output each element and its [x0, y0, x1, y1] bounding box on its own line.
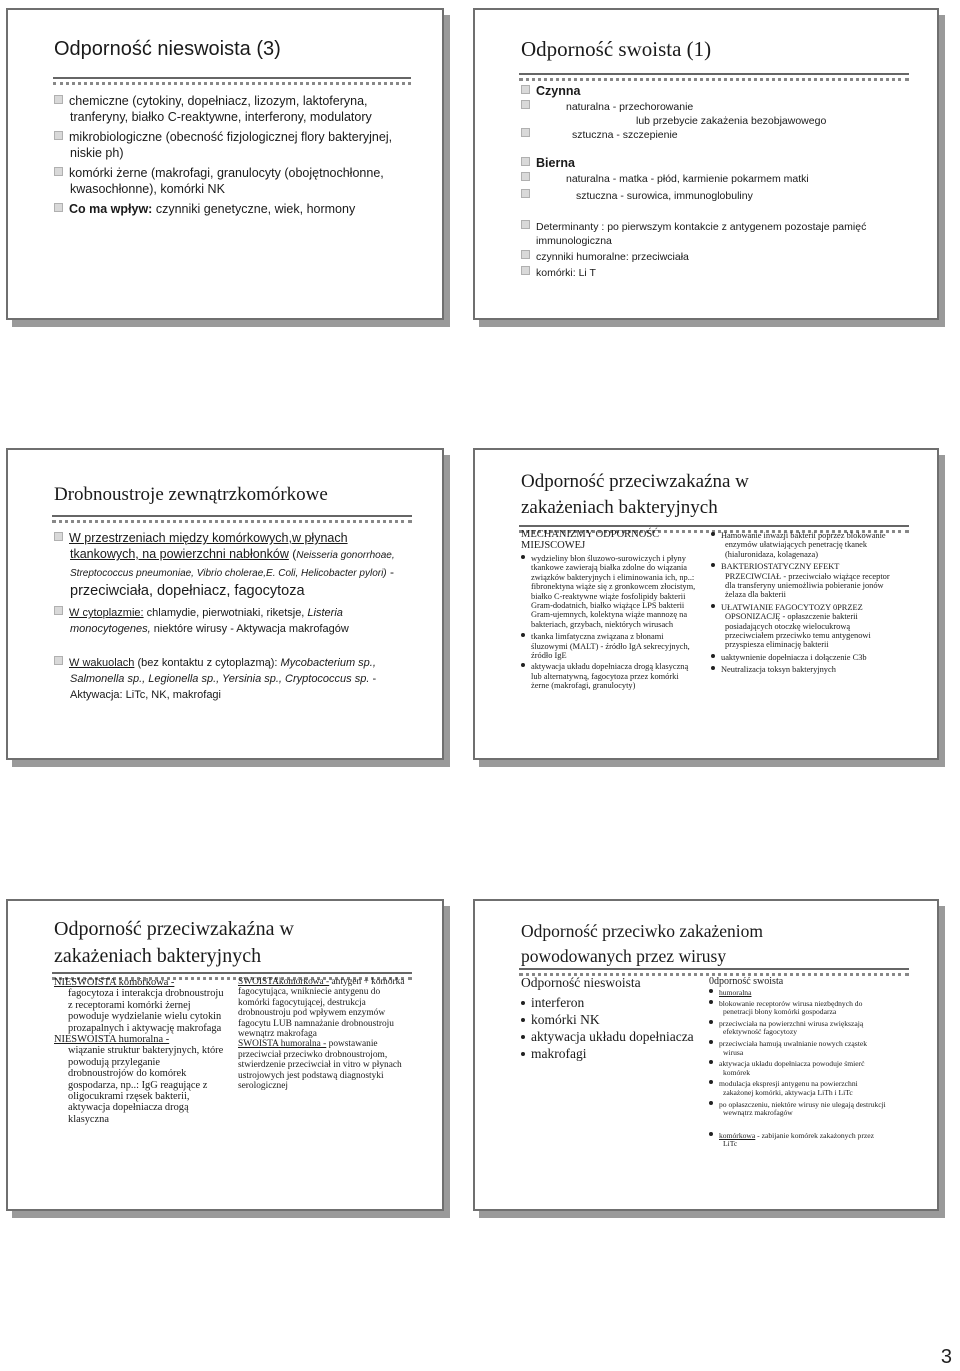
list-item: przeciwciała na powierzchni wirusa zwiększają efektywność fagocytozy [709, 1020, 889, 1037]
bullet-icon [709, 1000, 713, 1004]
title-rule [519, 525, 909, 527]
bullet-icon [709, 1040, 713, 1044]
bullet-icon [709, 1060, 713, 1064]
slide-title-line-2: zakażeniach bakteryjnych [54, 945, 262, 967]
right-column [711, 531, 891, 675]
slide-odpornosc-przeciwzakazna-1 [473, 448, 939, 760]
list-item: komórki żerne (makrofagi, granulocyty (obojętnochłonne, kwasochłonne), komórki NK [54, 165, 424, 197]
title-rule [53, 77, 411, 79]
list-item: tkanka limfatyczna związana z błonami śluzowymi (MALT) - źródło IgA sekrecyjnych, źródło IgE [521, 632, 696, 660]
list-item: Neutralizacja toksyn bakteryjnych [711, 665, 891, 674]
bullet-icon [521, 555, 525, 559]
square-bullet-icon [54, 656, 63, 665]
square-bullet-icon [521, 189, 530, 198]
slide-odpornosc-przeciwzakazna-2 [6, 899, 444, 1211]
nieswoista-humoralna-heading: NIESWOISTA humoralna - [54, 1034, 170, 1046]
czynna-item-cont: lub przebycie zakażenia bezobjawowego [636, 115, 827, 127]
bierna-heading: Bierna [536, 156, 575, 170]
list-item: BAKTERIOSTATYCZNY EFEKT PRZECIWCIAŁ - przeciwciało wiążące receptor dla transferyny uniemożliwia pobieranie jonów żelaza dla bakterii [711, 562, 891, 600]
square-bullet-icon [521, 100, 530, 109]
square-bullet-icon [521, 157, 530, 166]
column-heading: 0dporność swoista [709, 976, 784, 987]
bullet-icon [709, 1132, 713, 1136]
title-rule [52, 972, 412, 974]
slide-title-line-2: powodowanych przez wirusy [521, 946, 727, 966]
column-heading: Odporność nieswoista [521, 975, 641, 990]
list-item: makrofagi [521, 1045, 696, 1062]
square-bullet-icon [54, 203, 63, 212]
list-item: komórkowa - zabijanie komórek zakażonych przez LiTc [709, 1132, 889, 1149]
left-column [54, 977, 224, 1125]
bullet-icon [709, 989, 713, 993]
bullet-icon [711, 604, 715, 608]
bierna-item: naturalna - matka - płód, karmienie pokarmem matki [566, 173, 809, 185]
square-bullet-icon [521, 172, 530, 181]
czynna-item: naturalna - przechorowanie [566, 101, 694, 113]
bullet-icon [709, 1101, 713, 1105]
content [521, 84, 931, 280]
czynna-item: sztuczna - szczepienie [572, 129, 678, 141]
list-item: Hamowanie inwazji bakterii poprzez blokowanie enzymów ułatwiających penetrację tkanek (hialuronidaza, kolagenaza) [711, 531, 891, 559]
slide-title-line-1: Odporność przeciwko zakażeniom [521, 921, 763, 941]
list-item: przeciwciała hamują uwalnianie nowych cząstek wirusa [709, 1040, 889, 1057]
list-item: mikrobiologiczne (obecność fizjologicznej flory bakteryjnej, niskie ph) [54, 129, 424, 161]
slide-odpornosc-nieswoista-3 [6, 8, 444, 320]
bullet-icon [711, 532, 715, 536]
left-column [521, 974, 696, 1062]
title-rule [52, 515, 412, 517]
square-bullet-icon [54, 95, 63, 104]
square-bullet-icon [54, 606, 63, 615]
bullet-icon [521, 633, 525, 637]
bullet-icon [709, 1080, 713, 1084]
list-item: interferon [521, 994, 696, 1011]
slide-title-line-1: Odporność przeciwzakaźna w [521, 471, 749, 492]
right-column [709, 976, 889, 1149]
determinanty-item: czynniki humoralne: przeciwciała [536, 251, 689, 263]
slide-title: Drobnoustroje zewnątrzkomórkowe [54, 484, 328, 505]
title-rule-dotted [52, 520, 412, 523]
list-item: UŁATWIANIE FAGOCYTOZY 0PRZEZ OPSONIZACJĘ - opłaszczenie bakterii posiadających otoczkę wielocukrową przeciwciałem przeciwko temu antygenowi przyspiesza eliminację bakterii [711, 603, 891, 650]
list-item: po opłaszczeniu, niektóre wirusy nie ulegają destrukcji wewnątrz makrofagów [709, 1101, 889, 1118]
square-bullet-icon [521, 85, 530, 94]
list-item: blokowanie receptorów wirusa niezbędnych do penetracji błony komórki gospodarza [709, 1000, 889, 1017]
determinanty-item: komórki: Li T [536, 267, 596, 279]
paragraph: wiązanie struktur bakteryjnych, które powodują przyleganie drobnoustrojów do komórek gospodarza, np..: IgG reagujące z oligocukrami rzęsek bakterii, aktywacja dopełniacza drogą klasyczna [68, 1045, 224, 1125]
square-bullet-icon [521, 128, 530, 137]
square-bullet-icon [54, 532, 63, 541]
list-item: modulacja ekspresji antygenu na powierzchni zakażonej komórki, aktywacja LiTh i LiTc [709, 1080, 889, 1097]
slide-odpornosc-przeciwko-wirusom [473, 899, 939, 1211]
list-item: wydzieliny błon śluzowo-surowiczych i płyny tkankowe zawierają białka zdolne do wiązania związków bakteryjnych i eliminowania ich, np..: fibronektyna wiąże się z gronkowcem złocistym, białko C-reaktywne wiąże fosfolipidy bakterii Gram-dodatnich, białko wiążące LPS bakterii Gram-ujemnych, kolektyna wiąże mannozę na bakteriach, grzybach, niektórych wirusach [521, 554, 696, 629]
czynna-heading: Czynna [536, 84, 581, 98]
bullet-icon [711, 654, 715, 658]
title-rule [519, 73, 909, 75]
title-rule-dotted [53, 82, 411, 85]
square-bullet-icon [54, 167, 63, 176]
column-heading: MECHANIZMY ODPORNOŚĆ MIEJSCOWEJ [521, 529, 660, 551]
nieswoista-komorkowa-heading: NIESWOISTA komórkowa - [54, 977, 175, 988]
list-item: chemiczne (cytokiny, dopełniacz, lizozym, laktoferyna, tranferyny, białko C-reaktywne, interferony, modulatory [54, 93, 424, 125]
content [54, 530, 414, 703]
list-item: uaktywnienie dopełniacza i dołączenie C3b [711, 653, 891, 662]
bullet-icon [711, 563, 715, 567]
determinanty-item: Determinanty : po pierwszym kontakcie z antygenem pozostaje pamięć immunologiczna [536, 221, 867, 247]
paragraph: SWOISTA humoralna - powstawanie przeciwciał przeciwko drobnoustrojom, stwierdzenie przeciwciał in vitro w płynach ustrojowych jest podstawą diagnostyki serologicznej [238, 1039, 402, 1092]
list-item: W cytoplazmie: chlamydie, pierwotniaki, riketsje, Listeria monocytogenes, niektóre wirusy - Aktywacja makrofagów [54, 605, 414, 637]
right-column [238, 977, 410, 1091]
square-bullet-icon [54, 131, 63, 140]
list-item: aktywacja układu dopełniacza drogą klasyczną lub alternatywną, fagocytoza przez komórki żerne (makrofagi, granulocyty) [521, 662, 696, 690]
list-item: Co ma wpływ: czynniki genetyczne, wiek, hormony [54, 201, 424, 217]
left-column [521, 529, 696, 691]
bullet-icon [521, 1052, 525, 1056]
bullet-icon [521, 1001, 525, 1005]
bullet-icon [709, 1020, 713, 1024]
list-item: komórki NK [521, 1011, 696, 1028]
square-bullet-icon [521, 220, 530, 229]
list-item: aktywacja układu dopełniacza [521, 1028, 696, 1045]
slide-title-line-1: Odporność przeciwzakaźna w [54, 918, 294, 940]
page-number: 3 [940, 1346, 952, 1368]
bierna-item: sztuczna - surowica, immunoglobuliny [576, 190, 753, 202]
title-rule [519, 968, 909, 970]
square-bullet-icon [521, 266, 530, 275]
bullet-icon [521, 1018, 525, 1022]
list-item: W przestrzeniach między komórkowych,w płynach tkankowych, na powierzchni nabłonków (Neisseria gonorrhoae, Streptococcus pneumoniae, Vibrio cholerae,E. Coli, Helicobacter pylori) - przeciwciała, dopełniacz, fagocytoza [54, 530, 414, 601]
paragraph: SWOISTAkomórkowa - antygen + komórka fagocytująca, wnikniecie antygenu do komórki fagocytującej, destrukcja drobnoustroju pod wpływem enzymów fagocytu LUB namnażanie drobnoustroju wewnątrz makrofaga [238, 977, 405, 1040]
list-item: W wakuolach (bez kontaktu z cytoplazmą): Mycobacterium sp., Salmonella sp., Legionella sp., Yersinia sp., Cryptococcus sp. - Aktywacja: LiTc, NK, makrofagi [54, 655, 414, 703]
paragraph: fagocytoza i interakcja drobnoustroju z receptorami komórki żernej powoduje wydzielanie wielu cytokin prozapalnych i aktywację makrofaga [68, 988, 224, 1034]
bullet-icon [521, 663, 525, 667]
slide-title-line-2: zakażeniach bakteryjnych [521, 497, 718, 518]
square-bullet-icon [521, 250, 530, 259]
slide-odpornosc-swoista-1 [473, 8, 939, 320]
title-rule-dotted [519, 78, 909, 81]
bullet-icon [711, 666, 715, 670]
slide-title: Odporność swoista (1) [521, 37, 712, 61]
list-item: aktywacja układu dopełniacza powoduje śmierć komórek [709, 1060, 889, 1077]
list-item: humoralna [709, 989, 889, 998]
bullet-list [54, 93, 424, 217]
slide-title: Odporność nieswoista (3) [54, 38, 281, 60]
slide-drobnoustroje-zewnatrzkomorkowe [6, 448, 444, 760]
bullet-icon [521, 1035, 525, 1039]
